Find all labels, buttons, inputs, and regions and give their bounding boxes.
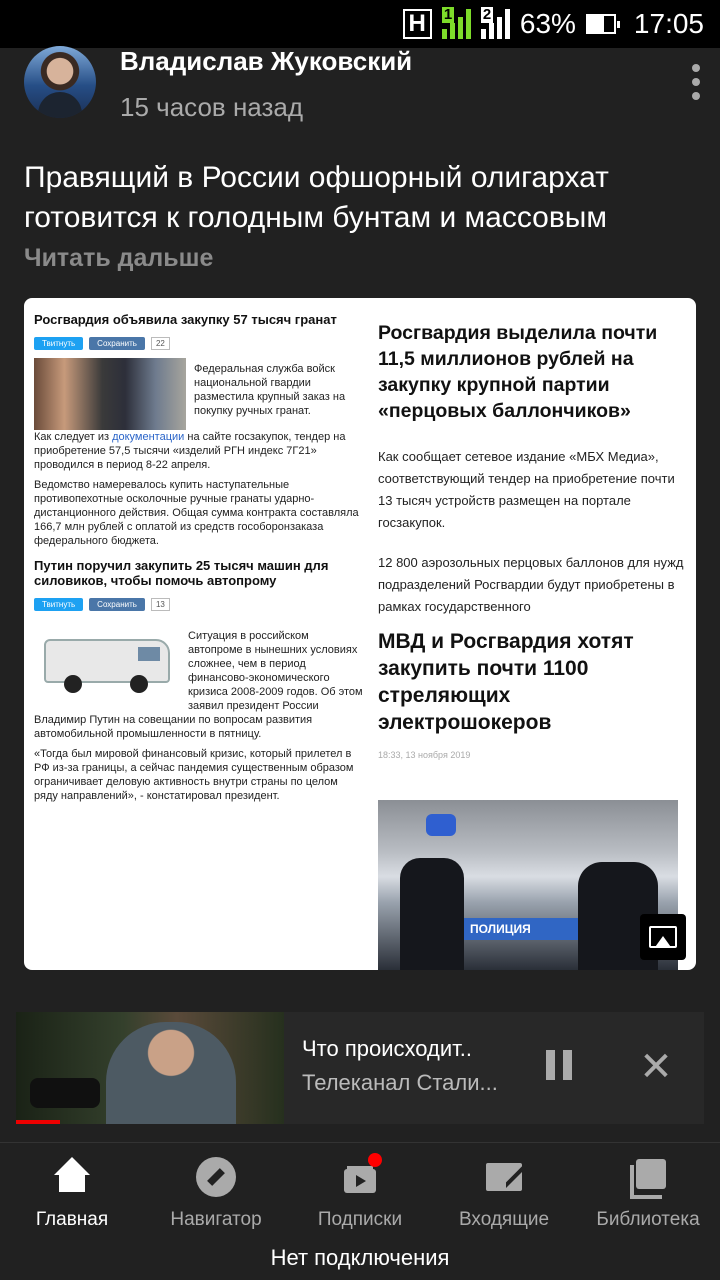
news-paragraph: Ситуация в российском автопроме в нынешних условиях сложнее, чем в период финансово-экономического кризиса 2008-2009 годов. Об этом заявил президент России Владимир Путин на совещании по вопросам развития автомобильной промышленности в пятницу. xyxy=(34,630,363,740)
compass-icon xyxy=(196,1157,236,1197)
post-header xyxy=(24,44,704,134)
nav-inbox[interactable] xyxy=(432,1143,576,1238)
post-time: 15 часов назад xyxy=(120,92,304,122)
news-column-right xyxy=(378,320,684,760)
avatar[interactable] xyxy=(24,46,96,118)
battery-percent: 63% xyxy=(519,8,576,39)
news-paragraph: Как следует из документации на сайте госзакупок, тендер на приобретение 57,5 тысячи «изделий РГН индекс 7Г21» проводился в период 8-22 апреля. xyxy=(34,431,346,471)
battery-icon xyxy=(586,14,616,34)
mail-icon xyxy=(484,1157,524,1197)
news-photo-guards xyxy=(34,358,186,430)
nav-label: Навигатор xyxy=(170,1209,262,1230)
playback-progress xyxy=(16,1120,60,1124)
author-name[interactable]: Владислав Жуковский xyxy=(120,46,413,76)
news-date: 18:33, 13 ноября 2019 xyxy=(378,750,471,760)
nav-label: Главная xyxy=(35,1209,109,1230)
subscriptions-icon xyxy=(340,1157,380,1197)
news-headline: Росгвардия объявила закупку 57 тысяч гранат xyxy=(34,312,337,327)
nav-home[interactable] xyxy=(0,1143,144,1238)
pause-icon[interactable] xyxy=(546,1050,576,1084)
read-more-link[interactable]: Читать дальше xyxy=(24,244,214,272)
nav-label: Библиотека xyxy=(596,1209,700,1230)
vk-save-button: Сохранить xyxy=(89,598,145,611)
nav-library[interactable] xyxy=(576,1143,720,1238)
tweet-button: Твитнуть xyxy=(34,598,83,611)
news-headline: МВД и Росгвардия хотят закупить почти 1100 стреляющих электрошокеров xyxy=(378,630,634,734)
tweet-button: Твитнуть xyxy=(34,337,83,350)
close-icon[interactable]: ✕ xyxy=(639,1045,673,1089)
news-link: документации xyxy=(112,431,185,443)
nav-label: Подписки xyxy=(317,1209,403,1230)
share-count: 13 xyxy=(151,598,170,611)
mini-player-title[interactable]: Что происходит.. xyxy=(302,1036,473,1061)
news-paragraph: Ведомство намеревалось купить наступательные противопехотные осколочные ручные гранаты ударно-дистанционного действия. Общая сумма контракта составляла 166,7 млн рублей с оплатой из средств гособоронзаказа федерального бюджета. xyxy=(34,479,359,547)
home-icon xyxy=(52,1157,92,1197)
share-row xyxy=(34,337,364,350)
bottom-nav xyxy=(0,1142,720,1238)
connection-banner: Нет подключения xyxy=(0,1238,720,1280)
library-icon xyxy=(628,1157,668,1197)
post-text[interactable]: Правящий в России офшорный олигархат готовится к голодным бунтам и массовым xyxy=(24,161,609,234)
news-headline: Путин поручил закупить 25 тысяч машин для силовиков, чтобы помочь автопрому xyxy=(34,558,329,588)
nav-subscriptions[interactable] xyxy=(288,1143,432,1238)
vk-save-button: Сохранить xyxy=(89,337,145,350)
news-paragraph: Федеральная служба войск национальной гвардии разместила крупный заказ на покупку ручных гранат. xyxy=(194,363,346,417)
status-bar xyxy=(0,0,720,48)
image-gallery-icon[interactable] xyxy=(640,914,686,960)
news-paragraph: Как сообщает сетевое издание «МБХ Медиа», соответствующий тендер на приобретение почти 13 тысяч устройств размещен на портале госзакупок. xyxy=(378,449,675,530)
network-type-icon: H xyxy=(403,9,432,39)
post-image[interactable] xyxy=(24,298,696,970)
clock: 17:05 xyxy=(633,8,704,39)
mini-player-thumbnail[interactable] xyxy=(16,1012,284,1124)
share-row xyxy=(34,598,364,611)
news-paragraph: 12 800 аэрозольных перцовых баллонов для нужд подразделений Росгвардии будут приобретены в рамках государственного xyxy=(378,555,684,614)
news-column-left xyxy=(34,312,364,809)
notification-dot xyxy=(368,1153,382,1167)
signal-sim2-icon: 2 xyxy=(481,9,510,39)
more-options-icon[interactable] xyxy=(688,64,704,100)
share-count: 22 xyxy=(151,337,170,350)
signal-sim1-icon: 1 xyxy=(442,9,471,39)
mini-player-channel[interactable]: Телеканал Стали... xyxy=(302,1070,498,1095)
news-photo-police: ПОЛИЦИЯ xyxy=(378,800,678,970)
nav-explore[interactable] xyxy=(144,1143,288,1238)
news-paragraph: «Тогда был мировой финансовый кризис, который прилетел в РФ из-за границы, а сейчас пандемия существенным образом ограничивает деловую активность внутри страны по целом ряду направлений», - констатировал президент. xyxy=(34,748,354,802)
nav-label: Входящие xyxy=(458,1209,550,1230)
news-headline: Росгвардия выделила почти 11,5 миллионов рублей на закупку крупной партии «перцовых баллончиков» xyxy=(378,322,658,422)
news-photo-van xyxy=(40,623,180,703)
mini-player[interactable] xyxy=(16,1012,704,1124)
